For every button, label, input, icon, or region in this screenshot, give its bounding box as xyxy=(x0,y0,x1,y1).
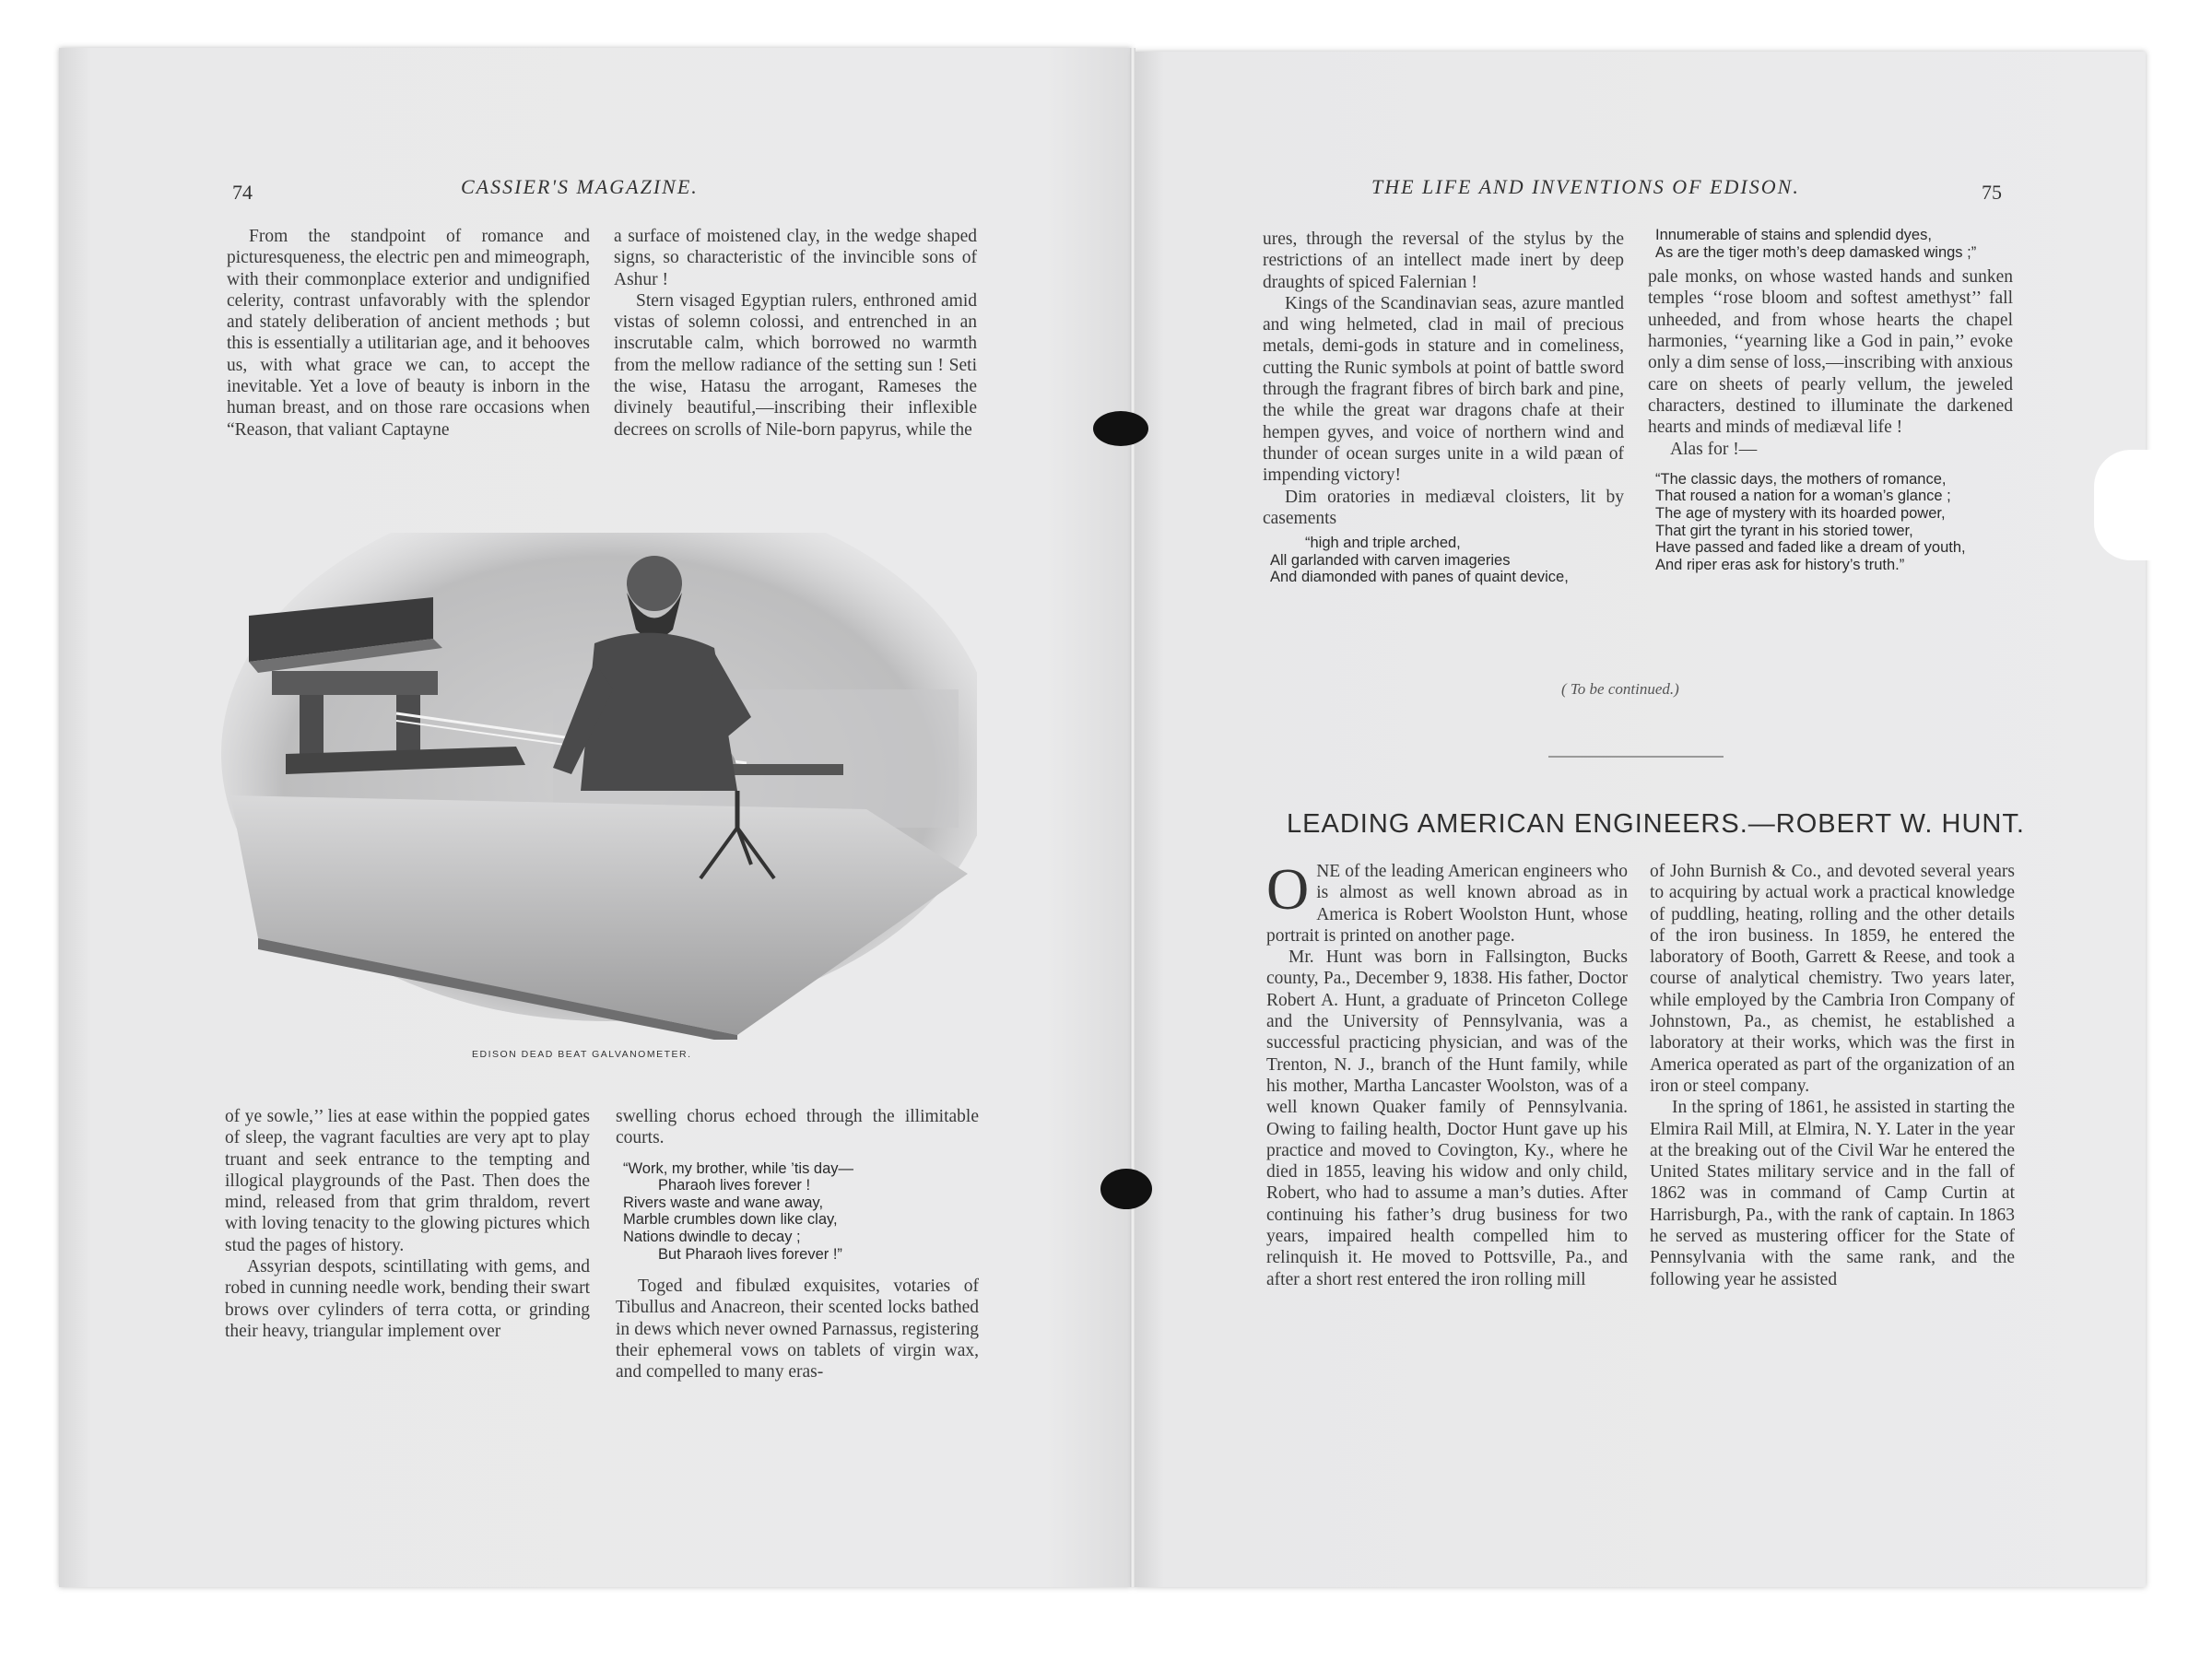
paragraph: Dim oratories in mediæval cloisters, lit by casements xyxy=(1263,487,1624,528)
paragraph: Toged and fibulæd exquisites, votaries of Tibullus and Anacreon, their scented locks bathed in dews which never owned Parnassus, registering their ephemeral vows on tablets of virgin wax, and compelled to many eras- xyxy=(616,1277,979,1382)
paragraph: Alas for !— xyxy=(1670,439,1758,459)
paragraph: a surface of moistened clay, in the wedge shaped signs, so characteristic of the invincible sons of Ashur ! xyxy=(614,227,977,289)
paragraph-text: NE of the leading American engineers who is almost as well known abroad as in America is Robert Woolston Hunt, whose portrait is printed on another page. xyxy=(1266,862,1628,946)
verse-line: Have passed and faded like a dream of youth, xyxy=(1655,539,1966,557)
binding-hole-top xyxy=(1093,411,1148,446)
verse-line: The age of mystery with its hoarded power, xyxy=(1655,505,1946,523)
right-col2-top xyxy=(1648,227,2013,579)
verse-line: All garlanded with carven imageries xyxy=(1270,551,1511,569)
verse-pharaoh xyxy=(616,1160,979,1264)
article-col2 xyxy=(1650,861,2015,1290)
left-col2-top xyxy=(614,226,977,441)
gutter xyxy=(1130,48,1135,1587)
page-notch xyxy=(2094,450,2168,560)
section-divider xyxy=(1548,756,1724,758)
article-title: LEADING AMERICAN ENGINEERS.—ROBERT W. HUNT. xyxy=(1287,809,2025,839)
verse-line: But Pharaoh lives forever !” xyxy=(658,1245,842,1263)
verse-line: “Work, my brother, while ’tis day— xyxy=(623,1159,854,1177)
verse-line: Marble crumbles down like clay, xyxy=(623,1211,838,1229)
paragraph: Mr. Hunt was born in Fallsington, Bucks county, Pa., December 9, 1838. His father, Doctor Robert A. Hunt, a graduate of Princeton College and the University of Pennsylvania, was a successful practicing physician, and was of the Trenton, N. J., branch of the Hunt family, while his mother, Martha Lancaster Woolston, was of a well known Quaker family of Pennsylvania. Owing to failing health, Doctor Hunt gave up his practice and moved to Covington, Ky., where he died in 1855, leaving his widow and only child, Robert, who had to assume a man’s duties. After continuing his father’s drug business for two years, impaired health compelled him to relinquish it. He moved to Pottsville, Pa., and after a short rest entered the iron rolling mill xyxy=(1266,947,1628,1289)
article-col1 xyxy=(1266,856,1628,1290)
verse-line: “high and triple arched, xyxy=(1305,535,1461,552)
verse-line: As are the tiger moth’s deep damasked wings ;” xyxy=(1655,243,1977,261)
verse-classic-days xyxy=(1648,471,2013,574)
verse-casements xyxy=(1263,535,1624,586)
verse-line: Nations dwindle to decay ; xyxy=(623,1228,801,1245)
verse-line: And riper eras ask for history’s truth.” xyxy=(1655,556,1905,573)
drop-cap: O xyxy=(1266,856,1310,922)
verse-line: That roused a nation for a woman’s glance ; xyxy=(1655,488,1951,505)
paragraph xyxy=(1266,856,1628,947)
paragraph: ures, through the reversal of the stylus by the restrictions of an intellect made inert by deep draughts of spiced Falernian ! xyxy=(1263,229,1624,292)
paragraph: swelling chorus echoed through the illimitable courts. xyxy=(616,1107,979,1148)
paragraph: From the standpoint of romance and picturesqueness, the electric pen and mimeograph, with their commonplace exterior and undignified celerity, contrast unfavorably with the splendor and stately deliberation of ancient methods ; but this is essentially a utilitarian age, and it behooves us, with what grace we can, to accept the inevitable. Yet a love of beauty is inborn in the human breast, and on those rare occasions when “Reason, that valiant Captayne xyxy=(227,227,590,440)
paragraph: of ye sowle,’’ lies at ease within the poppied gates of sleep, the vagrant faculties are very apt to play truant and seek entrance to the tempting and illogical playgrounds of the Past. Then does the mind, released from that grim thraldom, revert with loving tenacity to the glowing pictures which stud the pages of history. xyxy=(225,1107,590,1255)
binding-hole-bottom xyxy=(1100,1169,1152,1209)
page-number-left: 74 xyxy=(232,181,253,204)
paragraph: Kings of the Scandinavian seas, azure mantled and wing helmeted, clad in mail of precious metals, demi-gods in stature and in comeliness, cutting the Runic symbols at point of battle sword through the fragrant fibres of birch bark and pine, the while the great war dragons chafe at their hempen gyves, and voice of northern wind and thunder of ocean surges unite in a wild pæan of impending victory! xyxy=(1263,293,1624,486)
verse-line: “The classic days, the mothers of romance, xyxy=(1655,470,1947,488)
verse-line: Innumerable of stains and splendid dyes, xyxy=(1655,227,1932,243)
right-col1-top xyxy=(1263,229,1624,592)
verse-line: And diamonded with panes of quaint device, xyxy=(1270,569,1569,586)
to-be-continued: ( To be continued.) xyxy=(1561,680,1679,698)
paragraph: Assyrian despots, scintillating with gems, and robed in cunning needle work, bending their swart brows over cylinders of terra cotta, or grinding their heavy, triangular implement over xyxy=(225,1257,590,1341)
running-head-left: CASSIER'S MAGAZINE. xyxy=(461,175,699,198)
paragraph: Stern visaged Egyptian rulers, enthroned amid vistas of solemn colossi, and entrenched in an inscrutable calm, which borrowed no warmth from the mellow radiance of the setting sun ! Seti the wise, Hatasu the arrogant, Rameses the divinely beautiful,—inscribing their inflexible decrees on scrolls of Nile-born papyrus, while the xyxy=(614,290,977,440)
left-col2-bottom xyxy=(616,1106,979,1383)
page-number-right: 75 xyxy=(1982,181,2002,204)
figure-caption: EDISON DEAD BEAT GALVANOMETER. xyxy=(472,1049,692,1060)
paragraph: In the spring of 1861, he assisted in starting the Elmira Rail Mill, at Elmira, N. Y. Later in the year at the breaking out of the Civil War he entered the United States military service and in the fall of 1862 was in command of Camp Curtin at Harrisburgh, Pa., with the rank of captain. In 1863 he served as mustering officer for the State of Pennsylvania with the same rank, and the following year he assisted xyxy=(1650,1098,2015,1289)
verse-dyes xyxy=(1648,227,2013,261)
verse-line: Pharaoh lives forever ! xyxy=(658,1177,811,1194)
paragraph: of John Burnish & Co., and devoted several years to acquiring by actual work a practical knowledge of puddling, heating, rolling and the other details of the iron business. In 1859, he entered the laboratory of Booth, Garrett & Reese, and took a course of analytical chemistry. Two years later, while employed by the Cambria Iron Company of Johnstown, Pa., as chemist, he established a laboratory at their works, which was the first in America operated as part of the organization of an iron or steel company. xyxy=(1650,862,2015,1096)
verse-line: That girt the tyrant in his storied tower, xyxy=(1655,522,1913,539)
verse-line: Rivers waste and wane away, xyxy=(623,1194,824,1211)
galvanometer-illustration xyxy=(221,533,977,1040)
left-col1-top xyxy=(227,226,590,441)
left-col1-bottom xyxy=(225,1106,590,1342)
paragraph: pale monks, on whose wasted hands and sunken temples ‘‘rose bloom and softest amethyst’’ fall unheeded, and from whose hearts the chapel harmonies, ‘‘yearning like a God in pain,’’ evoke only a dim sense of loss,—inscribing with anxious care on sheets of pearly vellum, the jeweled characters, destined to illuminate the darkened hearts and minds of mediæval life ! xyxy=(1648,267,2013,438)
running-head-right: THE LIFE AND INVENTIONS OF EDISON. xyxy=(1371,175,1800,198)
